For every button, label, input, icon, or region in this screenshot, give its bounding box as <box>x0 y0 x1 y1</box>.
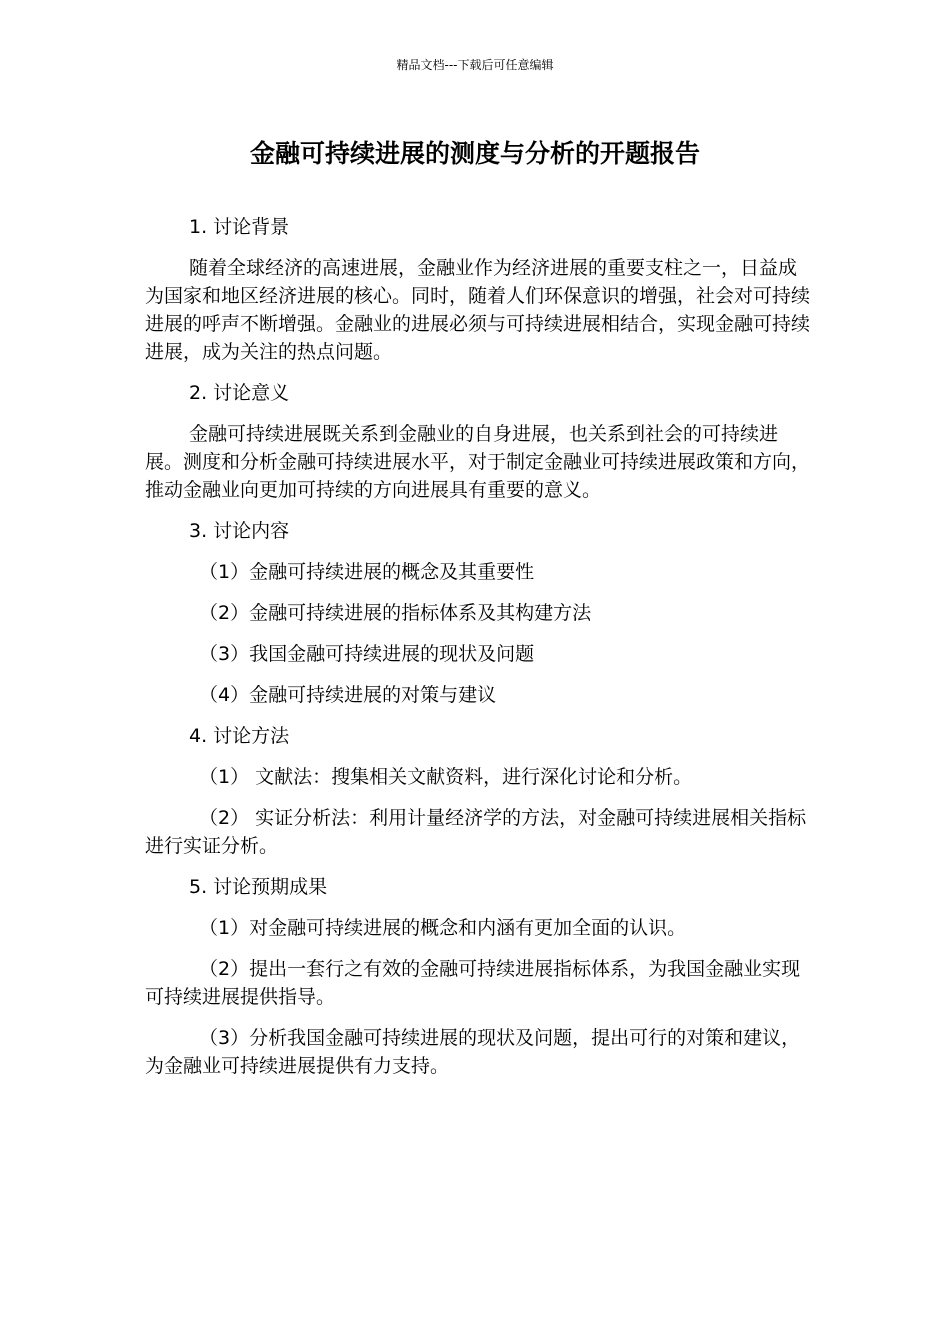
section-heading-background: 1. 讨论背景 <box>189 216 290 238</box>
content-item: （4）金融可持续进展的对策与建议 <box>199 684 497 706</box>
section-heading-methods: 4. 讨论方法 <box>189 725 290 747</box>
document-title: 金融可持续进展的测度与分析的开题报告 <box>249 139 700 168</box>
method-item: （2） 实证分析法：利用计量经济学的方法，对金融可持续进展相关指标进行实证分析。 <box>145 807 807 857</box>
page-header: 精品文档---下载后可任意编辑 <box>396 58 554 72</box>
section-heading-significance: 2. 讨论意义 <box>189 382 290 404</box>
outcome-item: （3）分析我国金融可持续进展的现状及问题，提出可行的对策和建议，为金融业可持续进展提供有力支持。 <box>145 1027 801 1077</box>
outcome-item: （1）对金融可持续进展的概念和内涵有更加全面的认识。 <box>199 917 687 939</box>
document-body <box>145 213 810 1093</box>
content-item: （1）金融可持续进展的概念及其重要性 <box>199 561 535 583</box>
section-heading-outcomes: 5. 讨论预期成果 <box>189 876 328 898</box>
section-paragraph-significance: 金融可持续进展既关系到金融业的自身进展，也关系到社会的可持续进展。测度和分析金融可持续进展水平，对于制定金融业可持续进展政策和方向，推动金融业向更加可持续的方向进展具有重要的意义。 <box>145 423 811 501</box>
content-item: （3）我国金融可持续进展的现状及问题 <box>199 643 535 665</box>
content-item: （2）金融可持续进展的指标体系及其构建方法 <box>199 602 592 624</box>
section-heading-content: 3. 讨论内容 <box>189 520 290 542</box>
method-item: （1） 文献法：搜集相关文献资料，进行深化讨论和分析。 <box>199 766 693 788</box>
section-paragraph-background: 随着全球经济的高速进展，金融业作为经济进展的重要支柱之一，日益成为国家和地区经济进展的核心。同时，随着人们环保意识的增强，社会对可持续进展的呼声不断增强。金融业的进展必须与可持续进展相结合，实现金融可持续进展，成为关注的热点问题。 <box>145 257 811 363</box>
outcome-item: （2）提出一套行之有效的金融可持续进展指标体系，为我国金融业实现可持续进展提供指导。 <box>145 958 801 1008</box>
